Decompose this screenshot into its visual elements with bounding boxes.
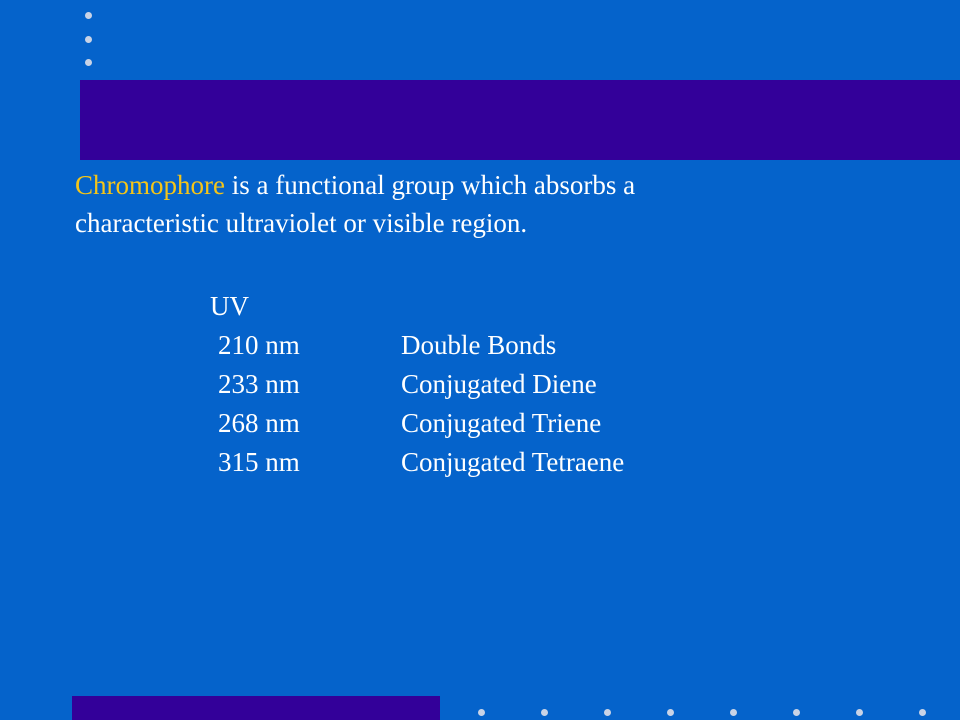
- decorative-dot: [478, 709, 485, 716]
- decorative-dot: [919, 709, 926, 716]
- decorative-dot: [604, 709, 611, 716]
- table-row: [208, 443, 624, 482]
- decorative-dot: [730, 709, 737, 716]
- decorative-dot: [85, 36, 92, 43]
- wavelength-cell: 268 nm: [218, 408, 300, 438]
- description-cell: Conjugated Diene: [401, 369, 597, 399]
- wavelength-cell: 233 nm: [218, 369, 300, 399]
- decorative-dot: [856, 709, 863, 716]
- table-row: [208, 404, 624, 443]
- table-row: [208, 326, 624, 365]
- description-cell: Double Bonds: [401, 330, 557, 360]
- footer-band: [72, 696, 440, 720]
- decorative-dot: [85, 12, 92, 19]
- decorative-dot: [541, 709, 548, 716]
- uv-heading: UV: [210, 291, 249, 321]
- uv-absorption-table: [208, 287, 624, 482]
- wavelength-cell: 210 nm: [218, 330, 300, 360]
- table-row: [208, 365, 624, 404]
- decorative-dot: [667, 709, 674, 716]
- wavelength-cell: 315 nm: [218, 447, 300, 477]
- decorative-dot: [85, 59, 92, 66]
- definition-paragraph: [75, 166, 895, 242]
- definition-text-line2: characteristic ultraviolet or visible region.: [75, 208, 528, 238]
- description-cell: Conjugated Tetraene: [401, 447, 625, 477]
- decorative-dot: [793, 709, 800, 716]
- description-cell: Conjugated Triene: [401, 408, 602, 438]
- highlighted-term: Chromophore: [75, 170, 225, 200]
- title-band: [80, 80, 960, 160]
- definition-text: is a functional group which absorbs a: [224, 170, 636, 200]
